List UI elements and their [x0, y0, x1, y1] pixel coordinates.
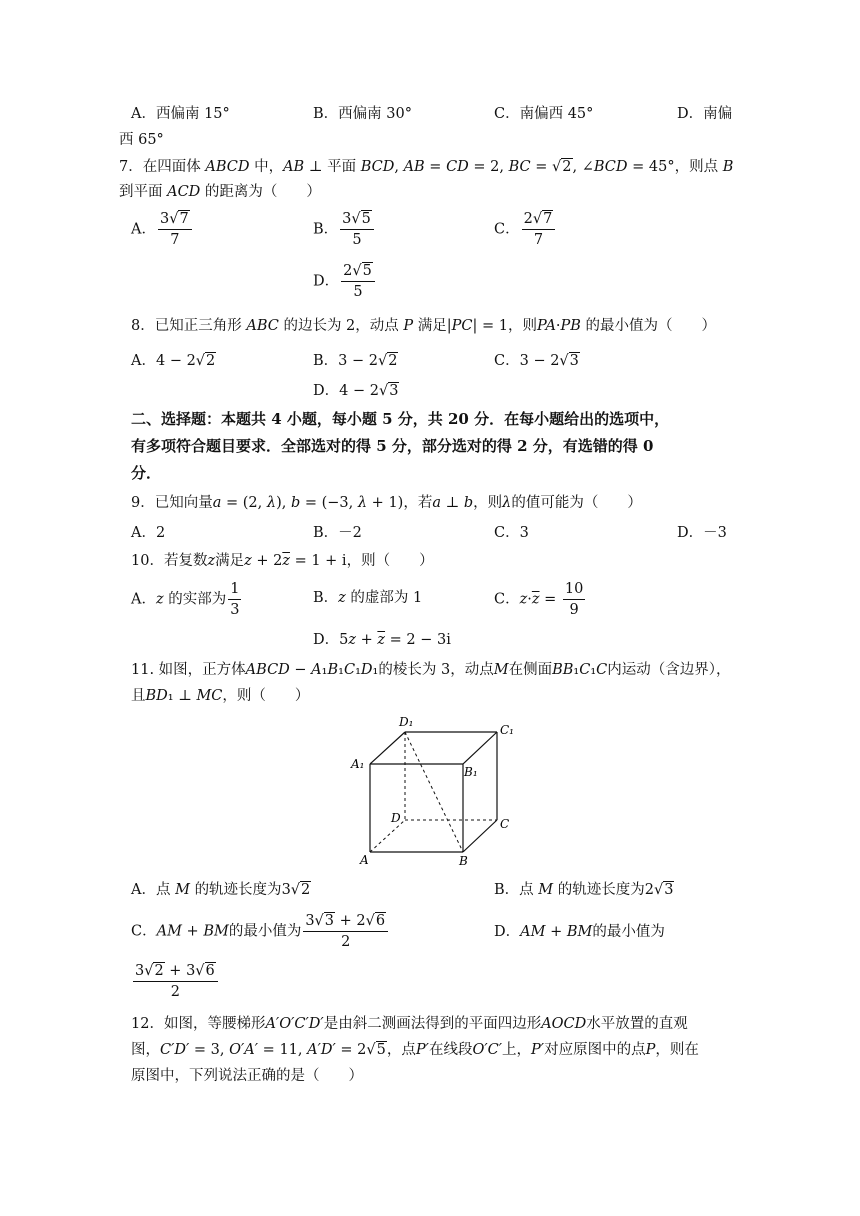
label-B1: B₁ [464, 765, 478, 779]
q10-option-b: B．z 的虚部为 1 [313, 590, 423, 606]
edge-BC [463, 820, 497, 852]
q9-stem: 9．已知向量a = (2, λ), b = (−3, λ + 1)，若a ⊥ b，则λ的值可能为（ ） [131, 495, 642, 511]
q11-option-c: C．AM + BM的最小值为 $\frac{3√3 + 2√6}{2}$ [131, 912, 390, 951]
q8-option-a: A．4 − 2√2 [131, 353, 216, 369]
q11-option-d: D．AM + BM的最小值为 [494, 924, 665, 940]
q7-option-c: C． $\frac{2√7}{7}$ [494, 210, 557, 249]
q7-stem-line1: 7．在四面体 ABCD 中，AB ⊥ 平面 BCD, AB = CD = 2, BC = √2, ∠BCD = 45°，则点 B [119, 159, 734, 175]
q9-option-b: B．－2 [313, 525, 362, 541]
cube-figure [345, 712, 525, 872]
q8-option-c: C．3 − 2√3 [494, 353, 579, 369]
q9-option-d: D．－3 [677, 525, 727, 541]
q6-option-d-wrap: 西 65° [119, 132, 164, 148]
q9-option-c: C．3 [494, 525, 529, 541]
q11-option-b: B．点 M 的轨迹长度为2√3 [494, 882, 674, 898]
q7-stem-line2: 到平面 ACD 的距离为（ ） [119, 184, 321, 200]
label-D: D [391, 811, 401, 825]
label-C: C [500, 817, 510, 831]
q7-option-d: D． $\frac{2√5}{5}$ [313, 262, 377, 301]
edge-B1C1 [463, 732, 497, 764]
diagonal-D1B [405, 732, 463, 852]
q8-stem: 8．已知正三角形 ABC 的边长为 2，动点 P 满足|PC| = 1，则PA·PB 的最小值为（ ） [131, 318, 717, 334]
label-D1: D₁ [399, 715, 414, 729]
q10-option-d: D．$5z + \overline{z} = 2 - 3i$ [313, 632, 451, 648]
q12-stem-line3: 原图中，下列说法正确的是（ ） [131, 1068, 363, 1084]
label-A: A [360, 853, 369, 867]
section2-heading-line2: 有多项符合题目要求．全部选对的得 5 分，部分选对的得 2 分，有选错的得 0 [131, 437, 654, 455]
edge-A1D1 [370, 732, 405, 764]
q8-option-b: B．3 − 2√2 [313, 353, 398, 369]
q10-option-a: A．z 的实部为 $\frac{1}{3}$ [131, 581, 240, 618]
q11-stem-line2: 且BD₁ ⊥ MC，则（ ） [131, 688, 310, 704]
q11-stem-line1: 11. 如图，正方体ABCD − A₁B₁C₁D₁的棱长为 3，动点M在侧面BB₁C₁C内运动（含边界）， [131, 662, 731, 678]
q8-option-d: D．4 − 2√3 [313, 383, 399, 399]
q12-stem-line2: 图，C′D′ = 3, O′A′ = 11, A′D′ = 2√5，点P′在线段O′C′上，P′对应原图中的点P，则在 [131, 1042, 699, 1058]
q9-option-a: A．2 [131, 525, 166, 541]
q7-option-b: B． $\frac{3√5}{5}$ [313, 210, 376, 249]
label-A1: A₁ [351, 757, 365, 771]
q11-option-a: A．点 M 的轨迹长度为3√2 [131, 882, 311, 898]
q11-option-d-value: $\frac{3√2 + 3√6}{2}$ [131, 962, 220, 1001]
section2-heading-line3: 分． [131, 464, 162, 482]
label-C1: C₁ [500, 723, 514, 737]
q6-option-d: D．南偏 [677, 106, 733, 122]
q6-option-c: C．南偏西 45° [494, 106, 594, 122]
q10-option-c: C．$z\cdot\overline{z}$ = $\frac{10}{9}$ [494, 581, 584, 618]
q12-stem-line1: 12．如图，等腰梯形A′O′C′D′是由斜二测画法得到的平面四边形AOCD水平放置的直观 [131, 1016, 688, 1032]
section2-heading-line1: 二、选择题：本题共 4 小题，每小题 5 分，共 20 分．在每小题给出的选项中， [131, 410, 670, 428]
q10-stem: 10．若复数z满足$z + 2\overline{z} = 1 + i$，则（ ） [131, 553, 434, 569]
q6-option-b: B．西偏南 30° [313, 106, 412, 122]
label-B: B [459, 854, 468, 868]
q7-option-a: A． $\frac{3√7}{7}$ [131, 210, 194, 249]
q6-option-a: A．西偏南 15° [131, 106, 230, 122]
